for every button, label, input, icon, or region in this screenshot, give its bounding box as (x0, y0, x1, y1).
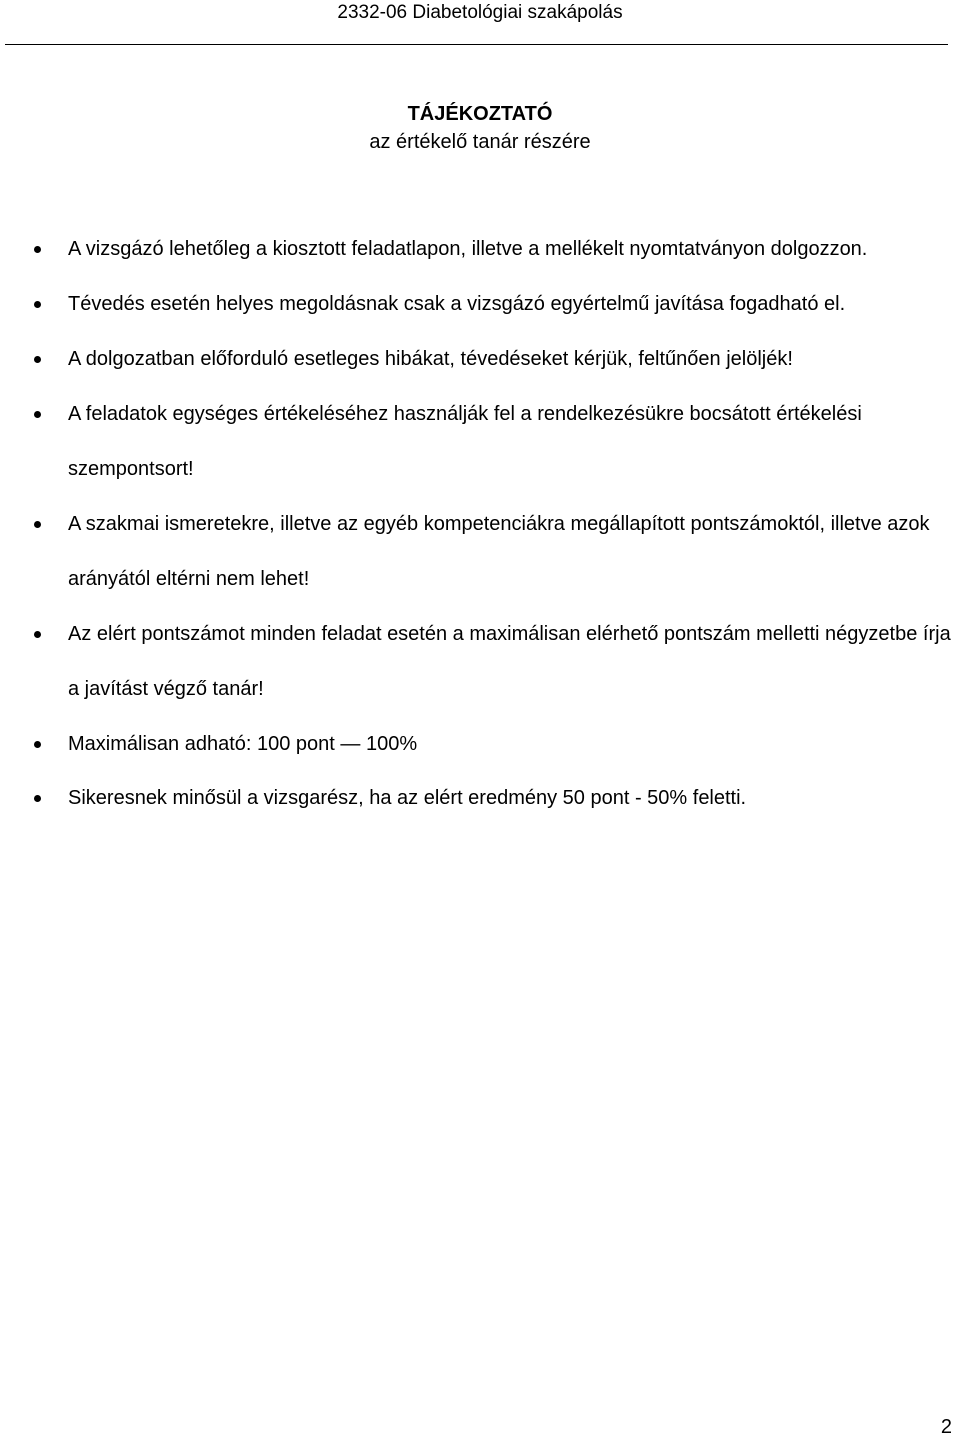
list-item (0, 387, 960, 497)
list-item-text: A vizsgázó lehetőleg a kiosztott feladatlapon, illetve a mellékelt nyomtatványon dolgozzon. (68, 238, 868, 260)
page-subtitle: az értékelő tanár részére (369, 131, 591, 153)
list-item-text: Sikeresnek minősül a vizsgarész, ha az elért eredmény 50 pont - 50% feletti. (68, 787, 747, 809)
bullet-icon (34, 301, 41, 308)
bullet-icon (34, 521, 41, 528)
list-item-text: A szakmai ismeretekre, illetve az egyéb kompetenciákra megállapított pontszámoktól, illetve azok arányától eltérni nem lehet! (68, 513, 930, 590)
bullet-icon (34, 411, 41, 418)
list-item (0, 607, 960, 717)
list-item-text: Maximálisan adható: 100 pont — 100% (68, 733, 418, 755)
title-block (0, 100, 960, 156)
list-item (0, 222, 960, 277)
list-item (0, 277, 960, 332)
bullet-icon (34, 741, 41, 748)
list-item (0, 717, 960, 771)
instruction-list (0, 222, 960, 825)
bullet-icon (34, 246, 41, 253)
list-item-text: Az elért pontszámot minden feladat esetén a maximálisan elérhető pontszám melletti négyzetbe írja a javítást végző tanár! (68, 623, 951, 700)
bullet-icon (34, 356, 41, 363)
list-item (0, 332, 960, 387)
list-item-text: A feladatok egységes értékeléséhez használják fel a rendelkezésükre bocsátott értékelési szempontsort! (68, 403, 862, 480)
list-item (0, 497, 960, 607)
list-item-text: A dolgozatban előforduló esetleges hibákat, tévedéseket kérjük, feltűnően jelöljék! (68, 348, 793, 370)
page-number: 2 (940, 1416, 952, 1438)
page-title: TÁJÉKOZTATÓ (407, 103, 553, 125)
running-header: 2332-06 Diabetológiai szakápolás (337, 2, 623, 23)
bullet-icon (34, 631, 41, 638)
header-divider (5, 44, 948, 45)
list-item (0, 771, 960, 825)
bullet-icon (34, 795, 41, 802)
list-item-text: Tévedés esetén helyes megoldásnak csak a vizsgázó egyértelmű javítása fogadható el. (68, 293, 846, 315)
